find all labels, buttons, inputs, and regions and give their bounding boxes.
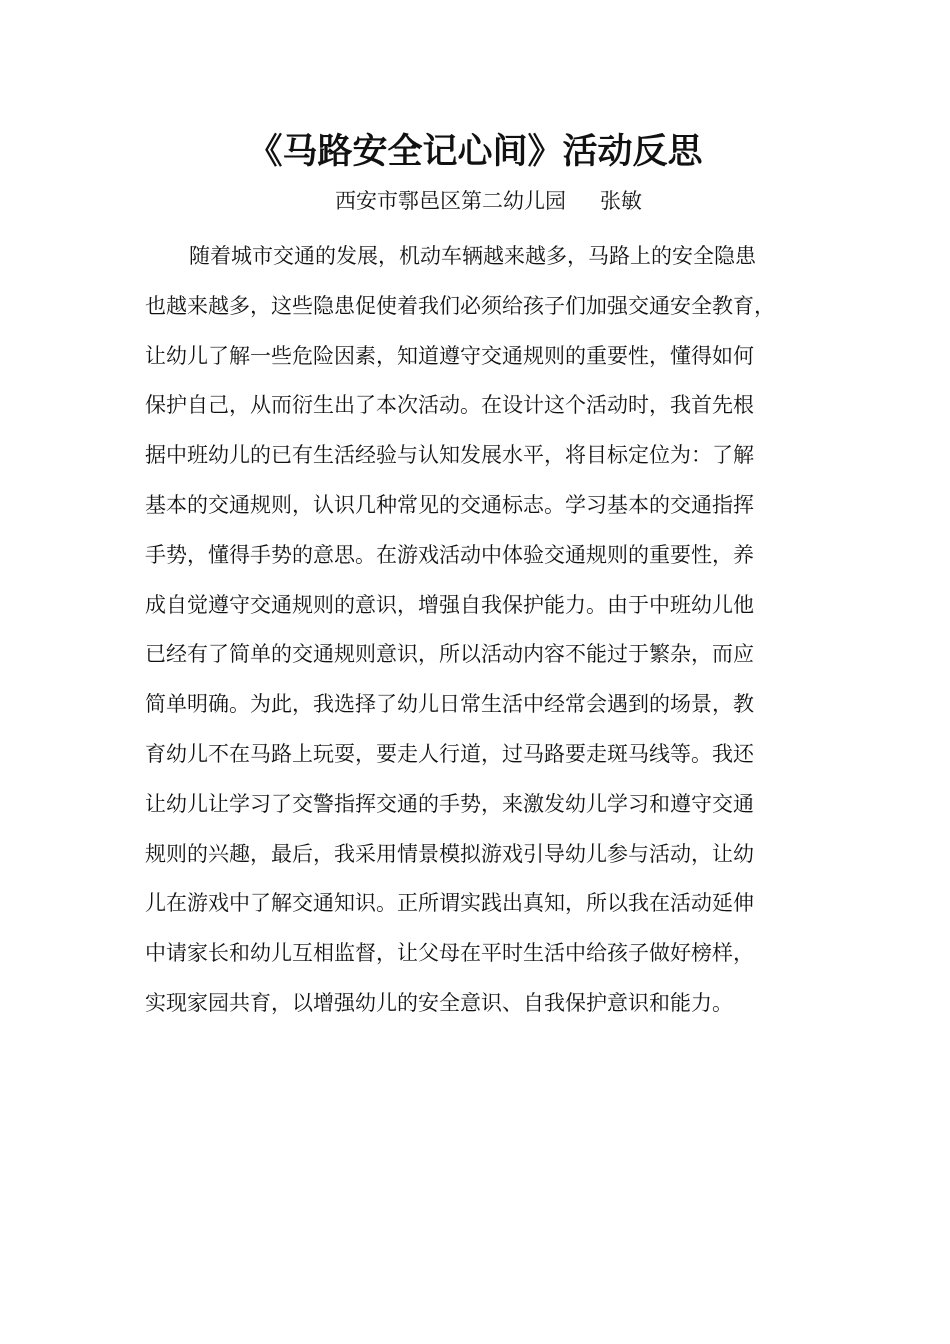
body-line: 规则的兴趣，最后，我采用情景模拟游戏引导幼儿参与活动，让幼 <box>145 841 754 866</box>
body-line: 简单明确。为此，我选择了幼儿日常生活中经常会遇到的场景，教 <box>145 692 754 717</box>
body-line: 让幼儿让学习了交警指挥交通的手势，来激发幼儿学习和遵守交通 <box>145 791 754 816</box>
body-line: 让幼儿了解一些危险因素，知道遵守交通规则的重要性，懂得如何 <box>145 343 754 368</box>
body-line: 成自觉遵守交通规则的意识，增强自我保护能力。由于中班幼儿他 <box>145 592 754 617</box>
body-line: 据中班幼儿的已有生活经验与认知发展水平，将目标定位为：了解 <box>145 443 754 468</box>
body-line: 保护自己，从而衍生出了本次活动。在设计这个活动时，我首先根 <box>145 393 754 418</box>
body-line: 基本的交通规则，认识几种常见的交通标志。学习基本的交通指挥 <box>145 492 754 517</box>
document-title: 《马路安全记心间》活动反思 <box>247 131 703 172</box>
body-line: 随着城市交通的发展，机动车辆越来越多，马路上的安全隐患 <box>189 244 756 268</box>
body-line: 也越来越多，这些隐患促使着我们必须给孩子们加强交通安全教育， <box>145 293 775 318</box>
byline <box>335 186 642 216</box>
body-paragraph <box>145 232 825 1029</box>
body-line: 中请家长和幼儿互相监督，让父母在平时生活中给孩子做好榜样， <box>145 941 754 966</box>
body-line: 实现家园共育，以增强幼儿的安全意识、自我保护意识和能力。 <box>145 990 733 1015</box>
body-line: 育幼儿不在马路上玩耍，要走人行道，过马路要走斑马线等。我还 <box>145 741 754 766</box>
author-name: 张敏 <box>600 189 642 213</box>
school-name: 西安市鄠邑区第二幼儿园 <box>335 189 566 213</box>
body-line: 儿在游戏中了解交通知识。正所谓实践出真知，所以我在活动延伸 <box>145 891 754 916</box>
body-line: 手势，懂得手势的意思。在游戏活动中体验交通规则的重要性，养 <box>145 542 754 567</box>
body-line: 已经有了简单的交通规则意识，所以活动内容不能过于繁杂，而应 <box>145 642 754 667</box>
